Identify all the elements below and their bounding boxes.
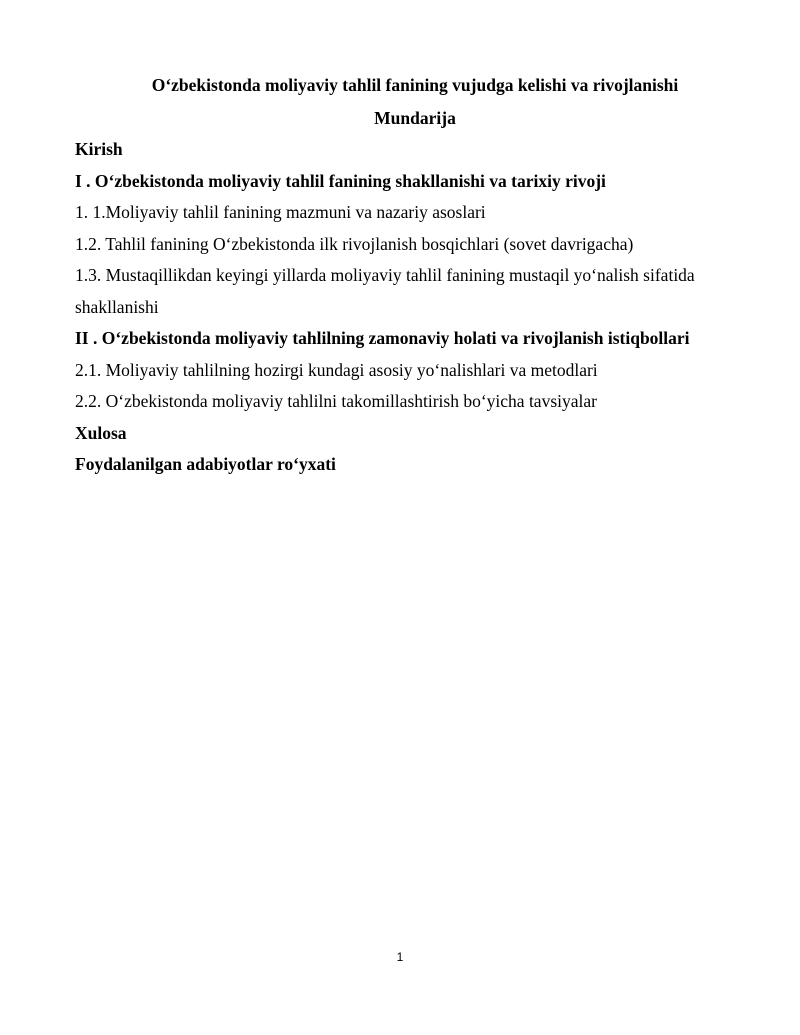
toc-item-introduction: Kirish bbox=[75, 139, 123, 159]
toc-item-chapter-1: I . O‘zbekistonda moliyaviy tahlil fanining shakllanishi va tarixiy rivoji bbox=[75, 170, 606, 191]
toc-item-section-2-1: 2.1. Moliyaviy tahlilning hozirgi kundagi asosiy yo‘nalishlari va metodlari bbox=[75, 359, 598, 380]
toc-item-section-1-1: 1. 1.Moliyaviy tahlil fanining mazmuni va nazariy asoslari bbox=[75, 202, 486, 222]
toc-item-references: Foydalanilgan adabiyotlar ro‘yxati bbox=[75, 454, 336, 474]
toc-item-conclusion: Xulosa bbox=[75, 422, 127, 443]
document-title: O‘zbekistonda moliyaviy tahlil fanining vujudga kelishi va rivojlanishi bbox=[151, 75, 679, 95]
toc-item-section-1-3: 1.3. Mustaqillikdan keyingi yillarda moliyaviy tahlil fanining mustaqil yo‘nalish sifatida bbox=[75, 265, 695, 285]
toc-item-section-1-3-continued: shakllanishi bbox=[75, 296, 159, 317]
toc-item-section-2-2: 2.2. O‘zbekistonda moliyaviy tahlilni takomillashtirish bo‘yicha tavsiyalar bbox=[75, 391, 597, 411]
page-number: 1 bbox=[396, 950, 404, 964]
toc-item-chapter-2: II . O‘zbekistonda moliyaviy tahlilning zamonaviy holati va rivojlanish istiqbollari bbox=[75, 328, 690, 348]
toc-item-section-1-2: 1.2. Tahlil fanining O‘zbekistonda ilk rivojlanish bosqichlari (sovet davrigacha) bbox=[75, 233, 634, 254]
table-of-contents bbox=[75, 134, 735, 481]
toc-heading: Mundarija bbox=[374, 108, 456, 128]
